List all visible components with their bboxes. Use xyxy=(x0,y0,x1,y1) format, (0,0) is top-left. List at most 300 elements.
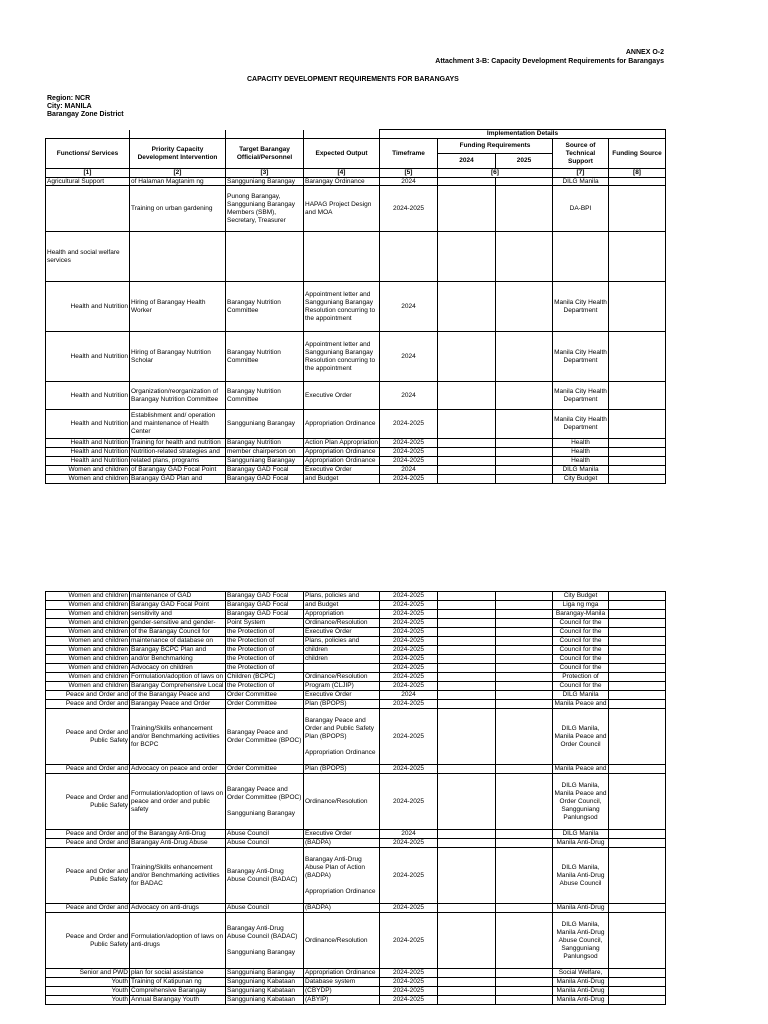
function-cell xyxy=(46,592,130,601)
output-cell-text: Executive Order xyxy=(305,391,352,399)
timeframe-cell-text: 2024-2025 xyxy=(392,996,425,1003)
output-cell-text: children xyxy=(305,655,328,662)
source-cell-text: Protection of xyxy=(562,673,599,680)
source-cell-text: Barangay-Manila xyxy=(555,610,606,617)
timeframe-cell-text: 2024-2025 xyxy=(392,936,425,944)
annex-label: ANNEX O-2 xyxy=(625,49,664,56)
funding-source-cell xyxy=(609,673,666,682)
target-header: Target Barangay Official/Personnel xyxy=(226,139,304,169)
funding-2024-cell xyxy=(438,619,496,628)
table-row xyxy=(46,457,666,466)
output-cell xyxy=(304,232,380,282)
target-cell xyxy=(226,475,304,484)
output-cell-text: Barangay Anti-Drug Abuse Plan of Action (BADPA) Appropriation Ordinance xyxy=(305,855,376,895)
timeframe-cell-text: 2024-2025 xyxy=(392,601,425,608)
function-cell-text: Youth xyxy=(111,987,128,994)
output-cell xyxy=(304,655,380,664)
target-cell-text: Sangguniang Barangay xyxy=(227,420,295,427)
output-cell-text: Ordinance/Resolution xyxy=(305,619,368,626)
function-cell-text: Women and children xyxy=(68,673,128,680)
source-cell xyxy=(553,700,609,709)
output-cell-text: Appropriation Ordinance xyxy=(305,420,376,427)
year-2025-header: 2025 xyxy=(496,154,553,169)
funding-2025-cell xyxy=(496,448,553,457)
timeframe-cell xyxy=(380,830,438,839)
output-cell xyxy=(304,969,380,978)
funding-source-cell xyxy=(609,987,666,996)
function-cell-text: Peace and Order and xyxy=(65,700,128,707)
timeframe-cell xyxy=(380,282,438,332)
output-cell-text: Appropriation Ordinance xyxy=(305,448,376,455)
funding-2025-cell xyxy=(496,913,553,969)
timeframe-cell xyxy=(380,332,438,382)
priority-cell-text: Training on urban gardening xyxy=(131,204,213,212)
function-cell xyxy=(46,410,130,439)
table-row xyxy=(46,186,666,232)
function-cell-text: Agricultural Support xyxy=(47,178,105,185)
priority-cell-text: Advocacy on children xyxy=(131,664,193,671)
priority-cell-text: of Halaman Magtanim ng xyxy=(131,178,204,185)
target-cell-text: Abuse Council xyxy=(227,904,269,911)
timeframe-cell xyxy=(380,765,438,774)
output-cell xyxy=(304,178,380,186)
output-cell-text: Barangay Ordinance xyxy=(305,178,365,185)
source-cell xyxy=(553,448,609,457)
funding-source-cell xyxy=(609,410,666,439)
output-cell-text: Action Plan Appropriation xyxy=(305,439,378,446)
source-cell xyxy=(553,457,609,466)
target-cell xyxy=(226,682,304,691)
function-cell-text: Peace and Order and xyxy=(65,765,128,772)
target-cell-text: Barangay Anti-Drug Abuse Council (BADAC) xyxy=(227,867,298,883)
target-cell xyxy=(226,913,304,969)
source-cell-text: Manila City Health Department xyxy=(554,387,607,403)
timeframe-cell-text: 2024 xyxy=(401,302,416,310)
output-cell xyxy=(304,466,380,475)
priority-cell-text: Establishment and/ operation and maintenance of Health Center xyxy=(131,412,216,435)
table-row xyxy=(46,904,666,913)
timeframe-cell-text: 2024-2025 xyxy=(392,871,425,879)
source-cell-text: Council for the xyxy=(559,619,602,626)
target-cell-text: Barangay Peace and Order Committee (BPOC) Sangguniang Barangay xyxy=(227,785,302,817)
target-cell xyxy=(226,996,304,1005)
output-cell xyxy=(304,382,380,410)
target-cell xyxy=(226,619,304,628)
priority-cell-text: Organization/reorganization of Barangay Nutrition Committee xyxy=(131,387,219,403)
funding-source-cell xyxy=(609,913,666,969)
priority-cell-text: Formulation/adoption of laws on anti-drugs xyxy=(131,932,224,948)
timeframe-cell-text: 2024-2025 xyxy=(392,732,425,740)
funding-source-cell xyxy=(609,978,666,987)
target-cell xyxy=(226,664,304,673)
priority-cell xyxy=(130,466,226,475)
priority-cell-text: of the Barangay Anti-Drug xyxy=(131,830,206,837)
timeframe-cell xyxy=(380,601,438,610)
source-cell-text: DA-BPI xyxy=(569,204,592,212)
timeframe-cell-text: 2024 xyxy=(401,830,416,837)
timeframe-cell xyxy=(380,232,438,282)
funding-2024-cell xyxy=(438,448,496,457)
funding-2025-cell xyxy=(496,439,553,448)
funding-2025-cell xyxy=(496,610,553,619)
target-cell-text: the Protection of xyxy=(227,637,275,644)
source-cell xyxy=(553,969,609,978)
function-cell-text: Youth xyxy=(111,996,128,1003)
funding-2025-cell xyxy=(496,332,553,382)
priority-cell xyxy=(130,673,226,682)
target-cell-text: Barangay Anti-Drug Abuse Council (BADAC) Sangguniang Barangay xyxy=(227,924,298,956)
funding-2025-cell xyxy=(496,830,553,839)
target-cell-text: the Protection of xyxy=(227,664,275,671)
source-cell-text: Council for the xyxy=(559,682,602,689)
source-cell-text: DILG Manila xyxy=(562,178,599,185)
output-cell xyxy=(304,904,380,913)
timeframe-cell xyxy=(380,978,438,987)
source-cell xyxy=(553,439,609,448)
funding-2025-cell xyxy=(496,628,553,637)
source-cell-text: Manila Anti-Drug xyxy=(556,987,605,994)
priority-header: Priority Capacity Development Intervention xyxy=(130,139,226,169)
timeframe-cell-text: 2024 xyxy=(401,391,416,399)
output-cell xyxy=(304,664,380,673)
timeframe-cell-text: 2024-2025 xyxy=(392,969,425,976)
table-row xyxy=(46,637,666,646)
target-cell xyxy=(226,457,304,466)
table-row xyxy=(46,332,666,382)
table-row xyxy=(46,439,666,448)
funding-2025-cell xyxy=(496,637,553,646)
table-row xyxy=(46,619,666,628)
funding-2024-cell xyxy=(438,691,496,700)
target-cell-text: Sangguniang Barangay xyxy=(227,969,295,976)
source-cell xyxy=(553,774,609,830)
source-cell xyxy=(553,332,609,382)
timeframe-cell xyxy=(380,691,438,700)
priority-cell-text: maintenance of GAD xyxy=(131,592,192,599)
target-cell-text: Sangguniang Barangay xyxy=(227,457,295,464)
output-cell-text: Plan (BPOPS) xyxy=(305,700,347,707)
funding-2025-cell xyxy=(496,382,553,410)
priority-cell-text: Hiring of Barangay Health Worker xyxy=(131,298,206,314)
priority-cell-text: related plans, programs xyxy=(131,457,200,464)
output-cell xyxy=(304,610,380,619)
source-cell xyxy=(553,637,609,646)
funding-source-cell xyxy=(609,830,666,839)
output-cell-text: Executive Order xyxy=(305,628,352,635)
timeframe-cell xyxy=(380,839,438,848)
target-cell xyxy=(226,332,304,382)
priority-cell xyxy=(130,646,226,655)
timeframe-cell-text: 2024-2025 xyxy=(392,978,425,985)
timeframe-cell xyxy=(380,410,438,439)
funding-source-cell xyxy=(609,682,666,691)
table-row xyxy=(46,475,666,484)
target-cell-text: Point System xyxy=(227,619,266,626)
function-cell-text: Women and children xyxy=(68,475,128,482)
timeframe-cell xyxy=(380,646,438,655)
timeframe-cell xyxy=(380,382,438,410)
output-cell xyxy=(304,475,380,484)
funding-2024-cell xyxy=(438,969,496,978)
funding-source-cell xyxy=(609,700,666,709)
output-cell xyxy=(304,332,380,382)
priority-cell xyxy=(130,592,226,601)
funding-2024-cell xyxy=(438,664,496,673)
target-cell xyxy=(226,987,304,996)
source-cell xyxy=(553,682,609,691)
timeframe-cell xyxy=(380,637,438,646)
function-cell xyxy=(46,637,130,646)
source-cell-text: DILG Manila, Manila Peace and Order Council, Sangguniang Panlungsod xyxy=(554,781,607,821)
timeframe-cell xyxy=(380,457,438,466)
source-cell xyxy=(553,655,609,664)
timeframe-cell-text: 2024-2025 xyxy=(392,420,425,427)
timeframe-cell xyxy=(380,628,438,637)
source-cell-text: Manila Anti-Drug xyxy=(556,839,605,846)
output-cell xyxy=(304,691,380,700)
source-cell-text: Manila City Health Department xyxy=(554,416,607,431)
function-cell xyxy=(46,709,130,765)
output-cell-text: children xyxy=(305,646,328,653)
funding-source-cell xyxy=(609,466,666,475)
col-number: [5] xyxy=(380,169,438,178)
target-cell-text: Barangay Nutrition xyxy=(227,439,281,446)
function-cell xyxy=(46,987,130,996)
target-cell xyxy=(226,466,304,475)
table-row xyxy=(46,655,666,664)
year-2024-header: 2024 xyxy=(438,154,496,169)
output-cell-text: Database system xyxy=(305,978,356,985)
priority-cell xyxy=(130,848,226,904)
source-cell xyxy=(553,282,609,332)
funding-source-cell xyxy=(609,774,666,830)
timeframe-cell xyxy=(380,592,438,601)
output-cell-text: Ordinance/Resolution xyxy=(305,936,368,944)
funding-2025-cell xyxy=(496,466,553,475)
funding-2024-cell xyxy=(438,904,496,913)
function-cell-text: Women and children xyxy=(68,628,128,635)
priority-cell xyxy=(130,996,226,1005)
funding-2024-cell xyxy=(438,601,496,610)
target-cell xyxy=(226,774,304,830)
target-cell-text: Barangay GAD Focal xyxy=(227,475,289,482)
priority-cell-text: of Barangay GAD Focal Point xyxy=(131,466,217,473)
function-cell xyxy=(46,700,130,709)
target-cell-text: Barangay Nutrition Committee xyxy=(227,348,281,364)
funding-2025-cell xyxy=(496,904,553,913)
priority-cell-text: Training of Katipunan ng xyxy=(131,978,202,985)
funding-2024-cell xyxy=(438,673,496,682)
funding-source-cell xyxy=(609,619,666,628)
source-cell-text: Manila Anti-Drug xyxy=(556,996,605,1003)
table-row xyxy=(46,682,666,691)
funding-2024-cell xyxy=(438,682,496,691)
target-cell xyxy=(226,969,304,978)
priority-cell xyxy=(130,774,226,830)
funding-source-cell xyxy=(609,848,666,904)
target-cell-text: Sangguniang Barangay xyxy=(227,178,295,185)
source-cell xyxy=(553,830,609,839)
priority-cell-text: Nutrition-related strategies and xyxy=(131,448,220,455)
target-cell xyxy=(226,448,304,457)
function-cell xyxy=(46,839,130,848)
source-cell-text: Manila Peace and xyxy=(554,700,607,707)
table-row xyxy=(46,765,666,774)
source-cell-text: Health xyxy=(571,439,590,446)
funding-2025-cell xyxy=(496,410,553,439)
attachment-title: Attachment 3-B: Capacity Development Requirements for Barangays xyxy=(435,58,664,65)
funding-source-cell xyxy=(609,904,666,913)
timeframe-cell xyxy=(380,475,438,484)
function-cell-text: Health and Nutrition xyxy=(70,448,128,455)
priority-cell xyxy=(130,628,226,637)
funding-source-cell xyxy=(609,601,666,610)
function-cell xyxy=(46,619,130,628)
source-cell-text: City Budget xyxy=(563,475,598,482)
table-row xyxy=(46,987,666,996)
function-cell xyxy=(46,610,130,619)
priority-cell xyxy=(130,410,226,439)
source-cell-text: Council for the xyxy=(559,655,602,662)
output-cell xyxy=(304,996,380,1005)
target-cell-text: the Protection of xyxy=(227,682,275,689)
timeframe-cell xyxy=(380,904,438,913)
table-row xyxy=(46,610,666,619)
funding-source-cell xyxy=(609,382,666,410)
table-row xyxy=(46,691,666,700)
priority-cell xyxy=(130,655,226,664)
output-cell-text: Appropriation Ordinance xyxy=(305,457,376,464)
output-cell xyxy=(304,457,380,466)
priority-cell xyxy=(130,448,226,457)
function-cell xyxy=(46,682,130,691)
funding-2025-cell xyxy=(496,996,553,1005)
funding-2025-cell xyxy=(496,646,553,655)
target-cell-text: Sangguniang Kabataan xyxy=(227,978,295,985)
funding-2025-cell xyxy=(496,987,553,996)
function-cell xyxy=(46,628,130,637)
priority-cell xyxy=(130,232,226,282)
funding-2025-cell xyxy=(496,969,553,978)
target-cell xyxy=(226,232,304,282)
source-cell-text: DILG Manila, Manila Anti-Drug Abuse Council xyxy=(556,863,605,887)
funding-2024-cell xyxy=(438,700,496,709)
funding-2025-cell xyxy=(496,978,553,987)
target-cell-text: the Protection of xyxy=(227,628,275,635)
output-cell-text: Appointment letter and Sangguniang Barangay Resolution concurring to the appointment xyxy=(305,290,376,322)
funding-2024-cell xyxy=(438,646,496,655)
priority-cell-text: Barangay BCPC Plan and xyxy=(131,646,207,653)
funding-2025-cell xyxy=(496,664,553,673)
source-cell-text: Liga ng mga xyxy=(562,601,599,608)
source-cell-text: Council for the xyxy=(559,664,602,671)
function-cell xyxy=(46,978,130,987)
source-cell xyxy=(553,904,609,913)
funding-source-cell xyxy=(609,186,666,232)
funding-2025-cell xyxy=(496,178,553,186)
output-cell-text: Barangay Peace and Order and Public Safety Plan (BPOPS) Appropriation Ordinance xyxy=(305,716,376,756)
source-cell xyxy=(553,466,609,475)
funding-2024-cell xyxy=(438,655,496,664)
funding-requirements-header: Funding Requirements xyxy=(438,139,553,154)
region-label: Region: NCR xyxy=(47,95,91,102)
target-cell-text: Punong Barangay, Sangguniang Barangay Members (SBM), Secretary, Treasurer xyxy=(227,192,295,224)
source-cell-text: Council for the xyxy=(559,637,602,644)
barangay-label: Barangay Zone District xyxy=(47,111,124,118)
output-cell xyxy=(304,439,380,448)
output-cell xyxy=(304,987,380,996)
function-cell xyxy=(46,186,130,232)
source-cell xyxy=(553,646,609,655)
table-row xyxy=(46,709,666,765)
function-cell-text: Peace and Order and xyxy=(65,904,128,911)
funding-2025-cell xyxy=(496,839,553,848)
function-cell-text: Women and children xyxy=(68,646,128,653)
output-cell xyxy=(304,830,380,839)
output-cell xyxy=(304,700,380,709)
funding-2024-cell xyxy=(438,439,496,448)
target-cell xyxy=(226,830,304,839)
function-cell-text: Peace and Order and Public Safety xyxy=(65,728,128,744)
output-cell xyxy=(304,619,380,628)
priority-cell-text: and/or Benchmarking xyxy=(131,655,193,662)
funding-2025-cell xyxy=(496,592,553,601)
funding-2024-cell xyxy=(438,475,496,484)
output-cell-text: Appropriation Ordinance xyxy=(305,969,376,976)
source-cell xyxy=(553,628,609,637)
timeframe-cell xyxy=(380,969,438,978)
timeframe-cell-text: 2024-2025 xyxy=(392,448,425,455)
output-cell-text: Plan (BPOPS) xyxy=(305,765,347,772)
priority-cell xyxy=(130,382,226,410)
priority-cell-text: Formulation/adoption of laws on peace and order and public safety xyxy=(131,789,224,813)
source-cell xyxy=(553,178,609,186)
timeframe-cell xyxy=(380,610,438,619)
table-body-bottom xyxy=(46,592,666,1005)
priority-cell xyxy=(130,839,226,848)
source-cell xyxy=(553,610,609,619)
source-cell xyxy=(553,913,609,969)
function-cell xyxy=(46,282,130,332)
timeframe-cell xyxy=(380,664,438,673)
function-cell-text: Peace and Order and xyxy=(65,839,128,846)
timeframe-cell xyxy=(380,848,438,904)
target-cell-text: Barangay GAD Focal xyxy=(227,610,289,617)
timeframe-cell xyxy=(380,448,438,457)
target-cell-text: member chairperson on xyxy=(227,448,296,455)
output-cell xyxy=(304,646,380,655)
table-row xyxy=(46,830,666,839)
funding-source-cell xyxy=(609,709,666,765)
priority-cell xyxy=(130,978,226,987)
timeframe-cell-text: 2024-2025 xyxy=(392,987,425,994)
funding-2025-cell xyxy=(496,475,553,484)
output-cell-text: Executive Order xyxy=(305,466,352,473)
function-cell xyxy=(46,448,130,457)
output-cell-text: HAPAG Project Design and MOA xyxy=(305,200,372,216)
function-cell xyxy=(46,765,130,774)
timeframe-cell xyxy=(380,913,438,969)
funding-2025-cell xyxy=(496,601,553,610)
function-cell xyxy=(46,691,130,700)
source-cell xyxy=(553,691,609,700)
funding-source-cell xyxy=(609,646,666,655)
function-cell-text: Health and Nutrition xyxy=(70,439,128,446)
funding-2025-cell xyxy=(496,457,553,466)
output-cell-text: Program (CLJIP) xyxy=(305,682,354,689)
timeframe-cell-text: 2024 xyxy=(401,691,416,698)
table-row xyxy=(46,232,666,282)
